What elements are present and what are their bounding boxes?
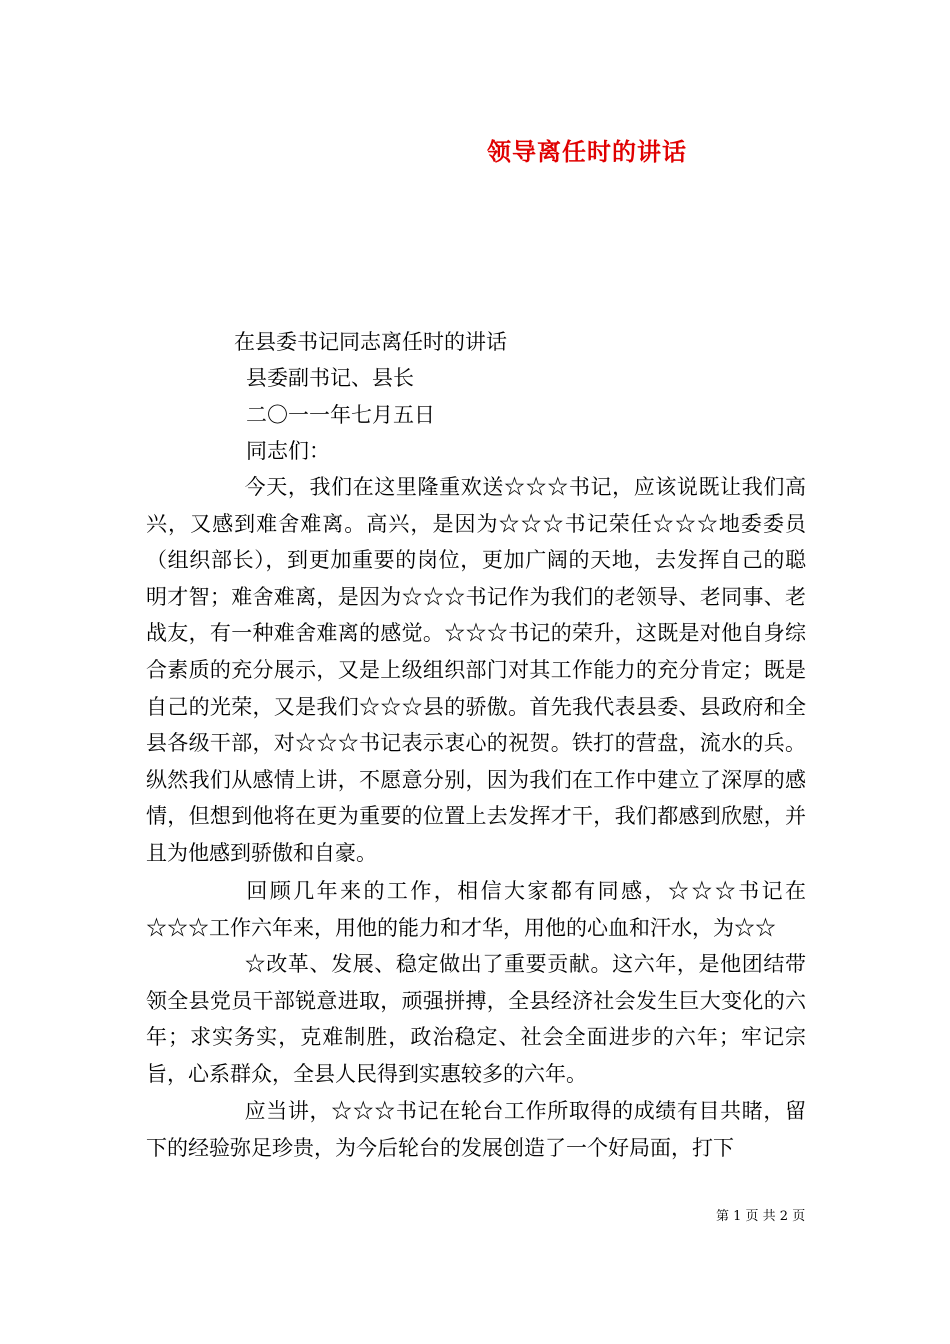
speaker-line: 县委副书记、县长	[246, 366, 414, 390]
speech-heading: 在县委书记同志离任时的讲话	[234, 330, 507, 354]
paragraph-1	[146, 469, 806, 872]
paragraph-3-text: ☆改革、发展、稳定做出了重要贡献。这六年，是他团结带领全县党员干部锐意进取，顽强拼搏，全县经济社会发生巨大变化的六年；求实务实，克难制胜，政治稳定、社会全面进步的六年；牢记宗旨，心系群众，全县人民得到实惠较多的六年。	[146, 952, 806, 1086]
paragraph-3	[146, 946, 806, 1092]
paragraph-2-text: 回顾几年来的工作，相信大家都有同感，☆☆☆书记在☆☆☆工作六年来，用他的能力和才华，用他的心血和汗水，为☆☆	[146, 879, 806, 940]
salutation: 同志们：	[246, 439, 330, 463]
document-title: 领导离任时的讲话	[487, 137, 687, 166]
paragraph-4-text: 应当讲，☆☆☆书记在轮台工作所取得的成绩有目共睹，留下的经验弥足珍贵，为今后轮台的发展创造了一个好局面，打下	[146, 1099, 806, 1160]
paragraph-4	[146, 1093, 806, 1166]
page-footer: 第 1 页 共 2 页	[716, 1209, 806, 1224]
date-line: 二〇一一年七月五日	[246, 403, 435, 427]
paragraph-1-text: 今天，我们在这里隆重欢送☆☆☆书记，应该说既让我们高兴，又感到难舍难离。高兴，是因为☆☆☆书记荣任☆☆☆地委委员（组织部长），到更加重要的岗位，更加广阔的天地，去发挥自己的聪明才智；难舍难离，是因为☆☆☆书记作为我们的老领导、老同事、老战友，有一种难舍难离的感觉。☆☆☆书记的荣升，这既是对他自身综合素质的充分展示，又是上级组织部门对其工作能力的充分肯定；既是自己的光荣，又是我们☆☆☆县的骄傲。首先我代表县委、县政府和全县各级干部，对☆☆☆书记表示衷心的祝贺。铁打的营盘，流水的兵。纵然我们从感情上讲，不愿意分别，因为我们在工作中建立了深厚的感情，但想到他将在更为重要的位置上去发挥才干，我们都感到欣慰，并且为他感到骄傲和自豪。	[146, 475, 806, 865]
paragraph-2	[146, 873, 806, 946]
